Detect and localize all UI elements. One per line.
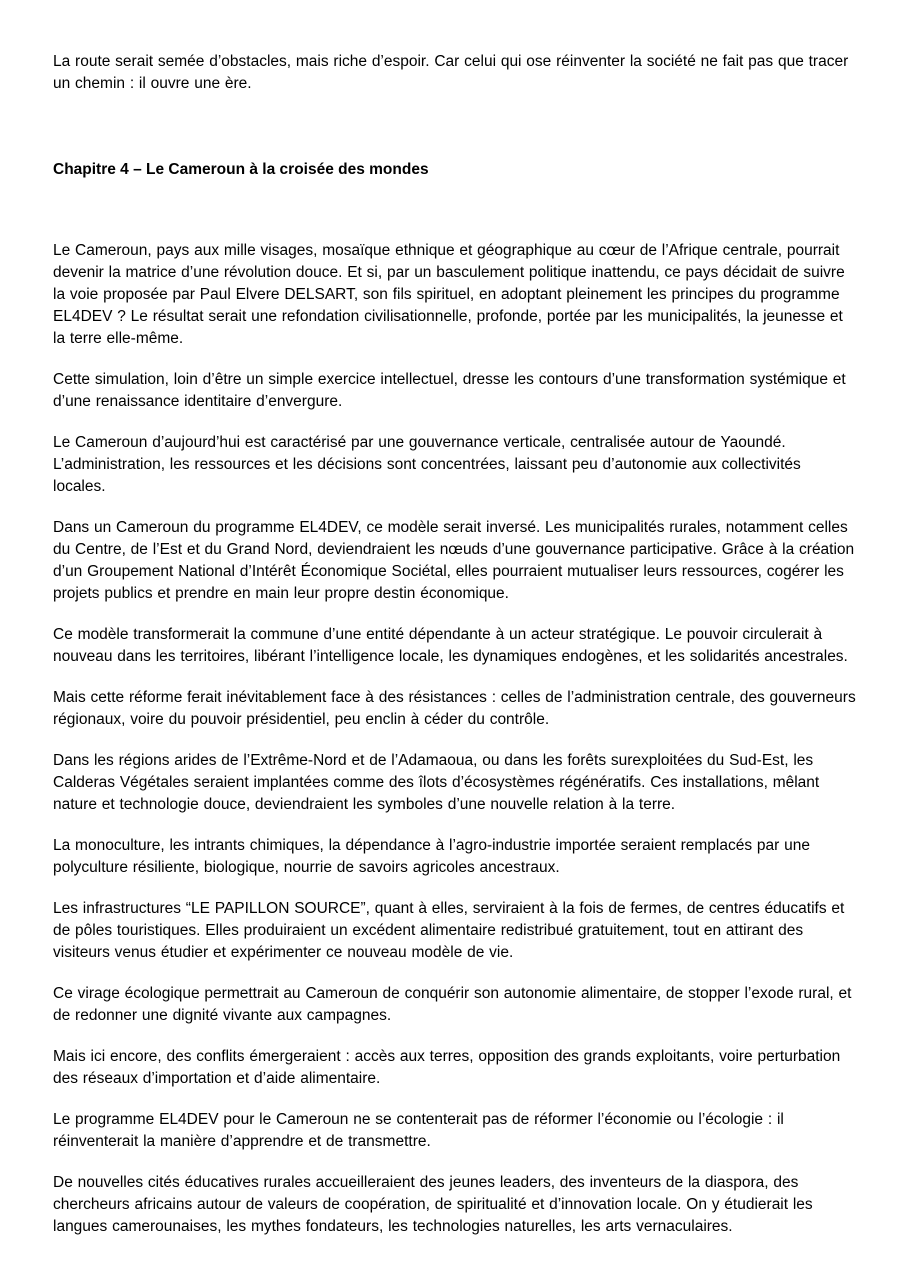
paragraph: Cette simulation, loin d’être un simple exercice intellectuel, dresse les contours d’une transformation systémique et d’une renaissance identitaire d’envergure. bbox=[53, 371, 846, 410]
paragraph: Ce modèle transformerait la commune d’une entité dépendante à un acteur stratégique. Le pouvoir circulerait à nouveau dans les territoires, libérant l’intelligence locale, les dynamiques endogènes, et les solidarités ancestrales. bbox=[53, 626, 848, 665]
paragraph: Dans les régions arides de l’Extrême-Nord et de l’Adamaoua, ou dans les forêts surexploitées du Sud-Est, les Calderas Végétales seraient implantées comme des îlots d’écosystèmes régénératifs. Ces installations, mêlant nature et technologie douce, deviendraient les symboles d’une nouvelle relation à la terre. bbox=[53, 752, 820, 813]
paragraph: Le Cameroun d’aujourd’hui est caractérisé par une gouvernance verticale, centralisée autour de Yaoundé. L’administration, les ressources et les décisions sont concentrées, laissant peu d’autonomie aux collectivités locales. bbox=[53, 434, 801, 495]
paragraph: Mais ici encore, des conflits émergeraient : accès aux terres, opposition des grands exploitants, voire perturbation des réseaux d’importation et d’aide alimentaire. bbox=[53, 1048, 841, 1087]
intro-paragraph: La route serait semée d’obstacles, mais riche d’espoir. Car celui qui ose réinventer la société ne fait pas que tracer un chemin : il ouvre une ère. bbox=[53, 53, 849, 92]
paragraph: Le programme EL4DEV pour le Cameroun ne se contenterait pas de réformer l’économie ou l’écologie : il réinventerait la manière d’apprendre et de transmettre. bbox=[53, 1111, 784, 1150]
paragraph: Dans un Cameroun du programme EL4DEV, ce modèle serait inversé. Les municipalités rurales, notamment celles du Centre, de l’Est et du Grand Nord, deviendraient les nœuds d’une gouvernance participative. Grâce à la création d’un Groupement National d’Intérêt Économique Sociétal, elles pourraient mutualiser leurs ressources, cogérer les projets publics et prendre en main leur propre destin économique. bbox=[53, 519, 855, 602]
paragraph: De nouvelles cités éducatives rurales accueilleraient des jeunes leaders, des inventeurs de la diaspora, des chercheurs africains autour de valeurs de coopération, de spiritualité et d’innovation locale. On y étudierait les langues camerounaises, les mythes fondateurs, les technologies naturelles, les arts vernaculaires. bbox=[53, 1174, 813, 1235]
chapter-heading: Chapitre 4 – Le Cameroun à la croisée des mondes bbox=[53, 161, 429, 178]
paragraph: Ce virage écologique permettrait au Cameroun de conquérir son autonomie alimentaire, de stopper l’exode rural, et de redonner une dignité vivante aux campagnes. bbox=[53, 985, 852, 1024]
paragraph: Le Cameroun, pays aux mille visages, mosaïque ethnique et géographique au cœur de l’Afrique centrale, pourrait devenir la matrice d’une révolution douce. Et si, par un basculement politique inattendu, ce pays décidait de suivre la voie proposée par Paul Elvere DELSART, son fils spirituel, en adoptant pleinement les principes du programme EL4DEV ? Le résultat serait une refondation civilisationnelle, profonde, portée par les municipalités, la jeunesse et la terre elle-même. bbox=[53, 242, 845, 347]
paragraph: La monoculture, les intrants chimiques, la dépendance à l’agro-industrie importée seraient remplacés par une polyculture résiliente, biologique, nourrie de savoirs agricoles ancestraux. bbox=[53, 837, 810, 876]
paragraph: Mais cette réforme ferait inévitablement face à des résistances : celles de l’administration centrale, des gouverneurs régionaux, voire du pouvoir présidentiel, peu enclin à céder du contrôle. bbox=[53, 689, 856, 728]
paragraph: Les infrastructures “LE PAPILLON SOURCE”, quant à elles, serviraient à la fois de fermes, de centres éducatifs et de pôles touristiques. Elles produiraient un excédent alimentaire redistribué gratuitement, tout en attirant des visiteurs venus étudier et expérimenter ce nouveau modèle de vie. bbox=[53, 900, 845, 961]
